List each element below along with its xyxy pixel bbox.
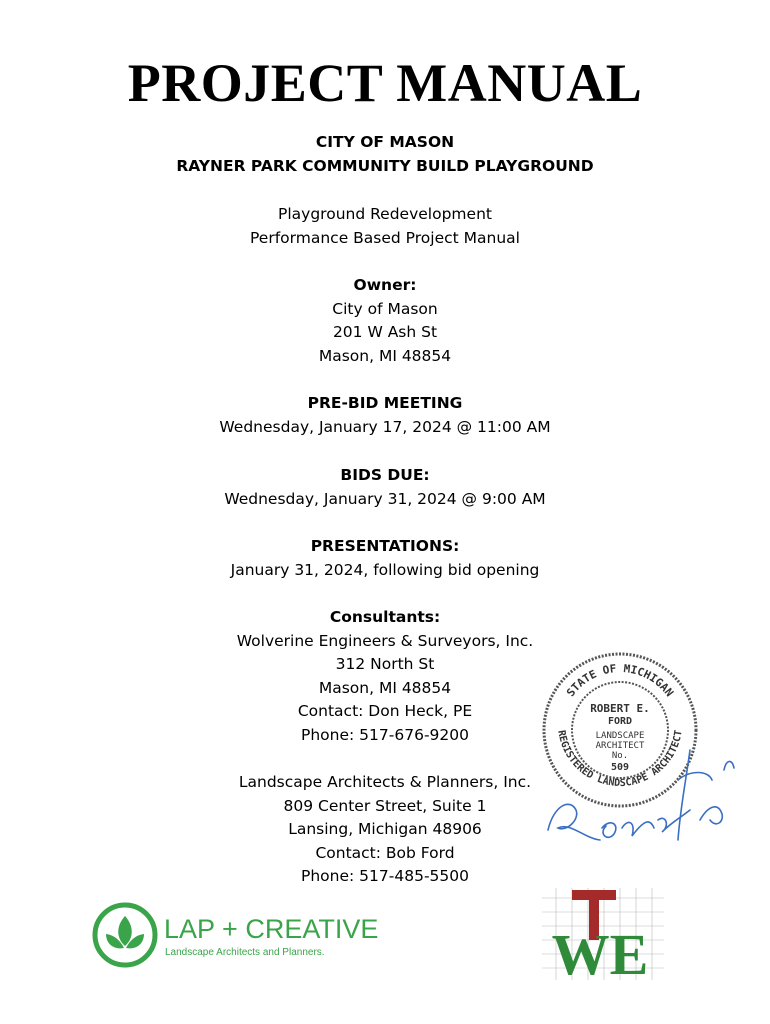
bids-due-value: Wednesday, January 31, 2024 @ 9:00 AM	[224, 489, 546, 508]
prebid-block	[0, 392, 770, 439]
presentations-label: PRESENTATIONS:	[310, 537, 460, 555]
header-block	[0, 131, 770, 178]
city-heading: CITY OF MASON	[315, 133, 455, 151]
consultant-1-phone: Phone: 517-676-9200	[301, 725, 469, 744]
seal-ring-bottom: REGISTERED LANDSCAPE ARCHITECT	[555, 729, 685, 790]
subtitle-block	[0, 203, 770, 250]
owner-address-2: Mason, MI 48854	[318, 346, 452, 365]
page-title: PROJECT MANUAL	[127, 53, 643, 113]
prebid-value: Wednesday, January 17, 2024 @ 11:00 AM	[219, 417, 551, 436]
seal-name-1: ROBERT E.	[590, 702, 650, 715]
consultant-1-address-2: Mason, MI 48854	[318, 678, 452, 697]
seal-number: 509	[610, 762, 630, 773]
lap-creative-logo	[92, 902, 379, 972]
seal-name-2: FORD	[607, 716, 633, 727]
bids-due-block	[0, 464, 770, 511]
owner-name: City of Mason	[332, 299, 438, 318]
consultant-2-name: Landscape Architects & Planners, Inc.	[238, 773, 532, 791]
consultant-1-contact: Contact: Don Heck, PE	[297, 702, 473, 721]
lap-logo-tagline: Landscape Architects and Planners.	[165, 947, 325, 958]
presentations-block	[0, 535, 770, 582]
project-heading: RAYNER PARK COMMUNITY BUILD PLAYGROUND	[176, 156, 594, 175]
wolverine-engineers-logo	[542, 888, 664, 987]
seal-ring-top: STATE OF MICHIGAN	[564, 662, 676, 700]
consultants-label: Consultants:	[329, 608, 441, 626]
presentations-value: January 31, 2024, following bid opening	[230, 560, 540, 579]
seal-role-2: ARCHITECT	[595, 741, 645, 751]
owner-label: Owner:	[353, 276, 417, 294]
wie-logo-text: WE	[551, 922, 649, 987]
seal-no-label: No.	[611, 751, 629, 761]
consultant-2-address-1: 809 Center Street, Suite 1	[283, 796, 487, 815]
bids-due-label: BIDS DUE:	[340, 466, 430, 484]
seal-role-1: LANDSCAPE	[595, 731, 645, 741]
consultant-2-address-2: Lansing, Michigan 48906	[288, 820, 482, 839]
consultant-2-contact: Contact: Bob Ford	[315, 843, 455, 862]
prebid-label: PRE-BID MEETING	[307, 394, 463, 412]
owner-block	[0, 274, 770, 368]
lap-logo-main: LAP + CREATIVE	[164, 914, 379, 944]
consultant-1-name: Wolverine Engineers & Surveyors, Inc.	[236, 631, 534, 650]
signature	[540, 710, 740, 860]
subtitle-line-1: Playground Redevelopment	[278, 205, 492, 223]
consultant-1-address-1: 312 North St	[335, 655, 435, 674]
subtitle-line-2: Performance Based Project Manual	[250, 228, 520, 247]
consultant-2-phone: Phone: 517-485-5500	[301, 867, 469, 886]
owner-address-1: 201 W Ash St	[332, 323, 438, 342]
